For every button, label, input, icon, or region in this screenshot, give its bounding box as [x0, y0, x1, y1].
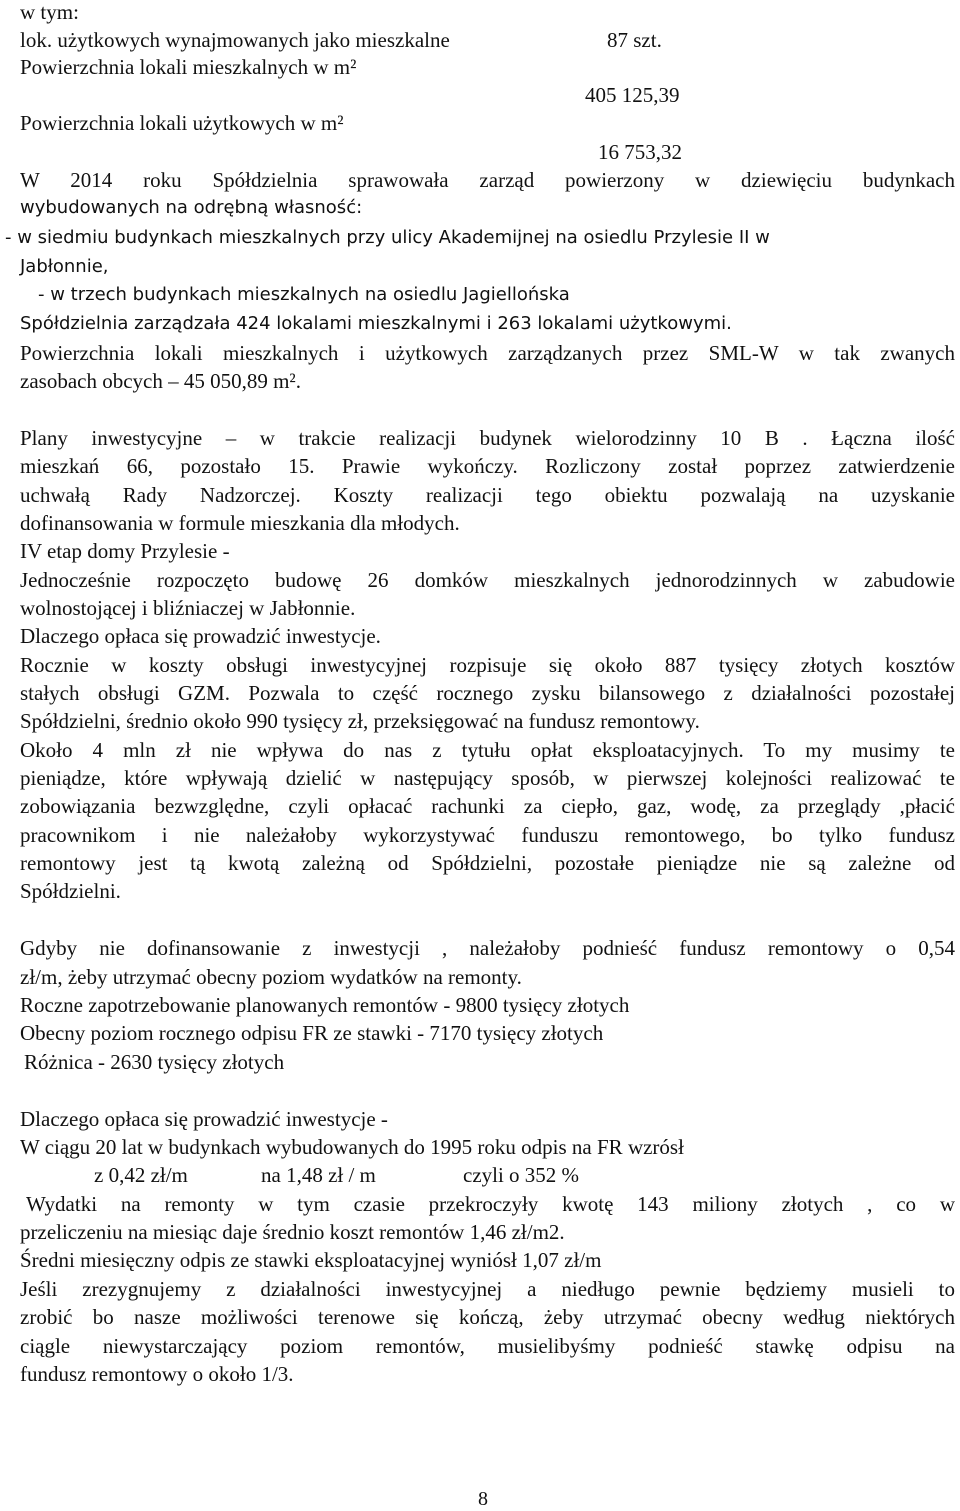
text-line: Dlaczego opłaca się prowadzić inwestycje. [20, 624, 381, 648]
text-line: remontowy jest tą kwotą zależną od Spółdzielni, pozostałe pieniądze nie są zależne od [20, 851, 955, 875]
text-line: lok. użytkowych wynajmowanych jako mieszkalne [20, 28, 450, 52]
text-line: na 1,48 zł / m [261, 1163, 376, 1187]
text-line: Plany inwestycyjne – w trakcie realizacji budynek wielorodzinny 10 B . Łączna ilość [20, 426, 955, 450]
text-line: uchwałą Rady Nadzorczej. Koszty realizacji tego obiektu pozwalają na uzyskanie [20, 483, 955, 507]
text-line: z 0,42 zł/m [94, 1163, 188, 1187]
text-line: Różnica - 2630 tysięcy złotych [24, 1050, 285, 1074]
text-line: zrobić bo nasze możliwości terenowe się kończą, żeby utrzymać obecny według niektórych [20, 1305, 955, 1329]
text-line: - w trzech budynkach mieszkalnych na osiedlu Jagiellońska [38, 284, 570, 305]
text-line: W ciągu 20 lat w budynkach wybudowanych do 1995 roku odpis na FR wzrósł [20, 1135, 684, 1159]
text-line: mieszkań 66, pozostało 15. Prawie wykończy. Rozliczony został poprzez zatwierdzenie [20, 454, 955, 478]
text-line: zasobach obcych – 45 050,89 m². [20, 369, 301, 393]
text-line: Wydatki na remonty w tym czasie przekroczyły kwotę 143 miliony złotych , co w [26, 1192, 955, 1216]
text-line: wybudowanych na odrębną własność: [20, 197, 363, 218]
text-line: Spółdzielni. [20, 879, 121, 903]
text-line: zobowiązania bezwzględne, czyli opłacać rachunki za ciepło, gaz, wodę, za przeglądy ,płacić [20, 794, 955, 818]
page-number: 8 [478, 1488, 488, 1510]
text-line: wolnostojącej i bliźniaczej w Jabłonnie. [20, 596, 356, 620]
text-line: Jabłonnie, [20, 256, 109, 277]
text-line: pracownikom i nie należałoby wykorzystywać funduszu remontowego, bo tylko fundusz [20, 823, 955, 847]
text-line: Dlaczego opłaca się prowadzić inwestycje - [20, 1107, 388, 1131]
text-line: Roczne zapotrzebowanie planowanych remontów - 9800 tysięcy złotych [20, 993, 630, 1017]
text-line: w tym: [20, 0, 79, 24]
text-line: dofinansowania w formule mieszkania dla młodych. [20, 511, 460, 535]
text-line: stałych obsługi GZM. Pozwala to część rocznego zysku bilansowego z działalności pozostałej [20, 681, 955, 705]
text-line: Spółdzielnia zarządzała 424 lokalami mieszkalnymi i 263 lokalami użytkowymi. [20, 313, 732, 334]
text-line: czyli o 352 % [463, 1163, 580, 1187]
text-line: Gdyby nie dofinansowanie z inwestycji , należałoby podnieść fundusz remontowy o 0,54 [20, 936, 955, 960]
text-line: Średni miesięczny odpis ze stawki eksploatacyjnej wyniósł 1,07 zł/m [20, 1248, 602, 1272]
text-line: IV etap domy Przylesie - [20, 539, 230, 563]
text-line: 87 szt. [607, 28, 662, 52]
text-line: Obecny poziom rocznego odpisu FR ze stawki - 7170 tysięcy złotych [20, 1021, 604, 1045]
text-line: 16 753,32 [598, 140, 682, 164]
text-line: zł/m, żeby utrzymać obecny poziom wydatków na remonty. [20, 965, 522, 989]
text-line: Powierzchnia lokali mieszkalnych w m² [20, 55, 357, 79]
text-line: Rocznie w koszty obsługi inwestycyjnej rozpisuje się około 887 tysięcy złotych kosztów [20, 653, 955, 677]
text-line: Około 4 mln zł nie wpływa do nas z tytułu opłat eksploatacyjnych. To my musimy te [20, 738, 955, 762]
text-line: fundusz remontowy o około 1/3. [20, 1362, 294, 1386]
text-line: - w siedmiu budynkach mieszkalnych przy ulicy Akademijnej na osiedlu Przylesie II w [5, 227, 770, 248]
text-line: Spółdzielni, średnio około 990 tysięcy zł, przeksięgować na fundusz remontowy. [20, 709, 700, 733]
text-line: Jeśli zrezygnujemy z działalności inwestycyjnej a niedługo pewnie będziemy musieli to [20, 1277, 955, 1301]
text-line: Powierzchnia lokali użytkowych w m² [20, 111, 344, 135]
text-line: Powierzchnia lokali mieszkalnych i użytkowych zarządzanych przez SML-W w tak zwanych [20, 341, 955, 365]
text-line: ciągle niewystarczający poziom remontów, musielibyśmy podnieść stawkę odpisu na [20, 1334, 955, 1358]
text-line: W 2014 roku Spółdzielnia sprawowała zarząd powierzony w dziewięciu budynkach [20, 168, 955, 192]
text-line: pieniądze, które wpływają dzielić w następujący sposób, w pierwszej kolejności realizować te [20, 766, 955, 790]
text-line: 405 125,39 [585, 83, 680, 107]
text-line: Jednocześnie rozpoczęto budowę 26 domków mieszkalnych jednorodzinnych w zabudowie [20, 568, 955, 592]
text-line: przeliczeniu na miesiąc daje średnio koszt remontów 1,46 zł/m2. [20, 1220, 565, 1244]
